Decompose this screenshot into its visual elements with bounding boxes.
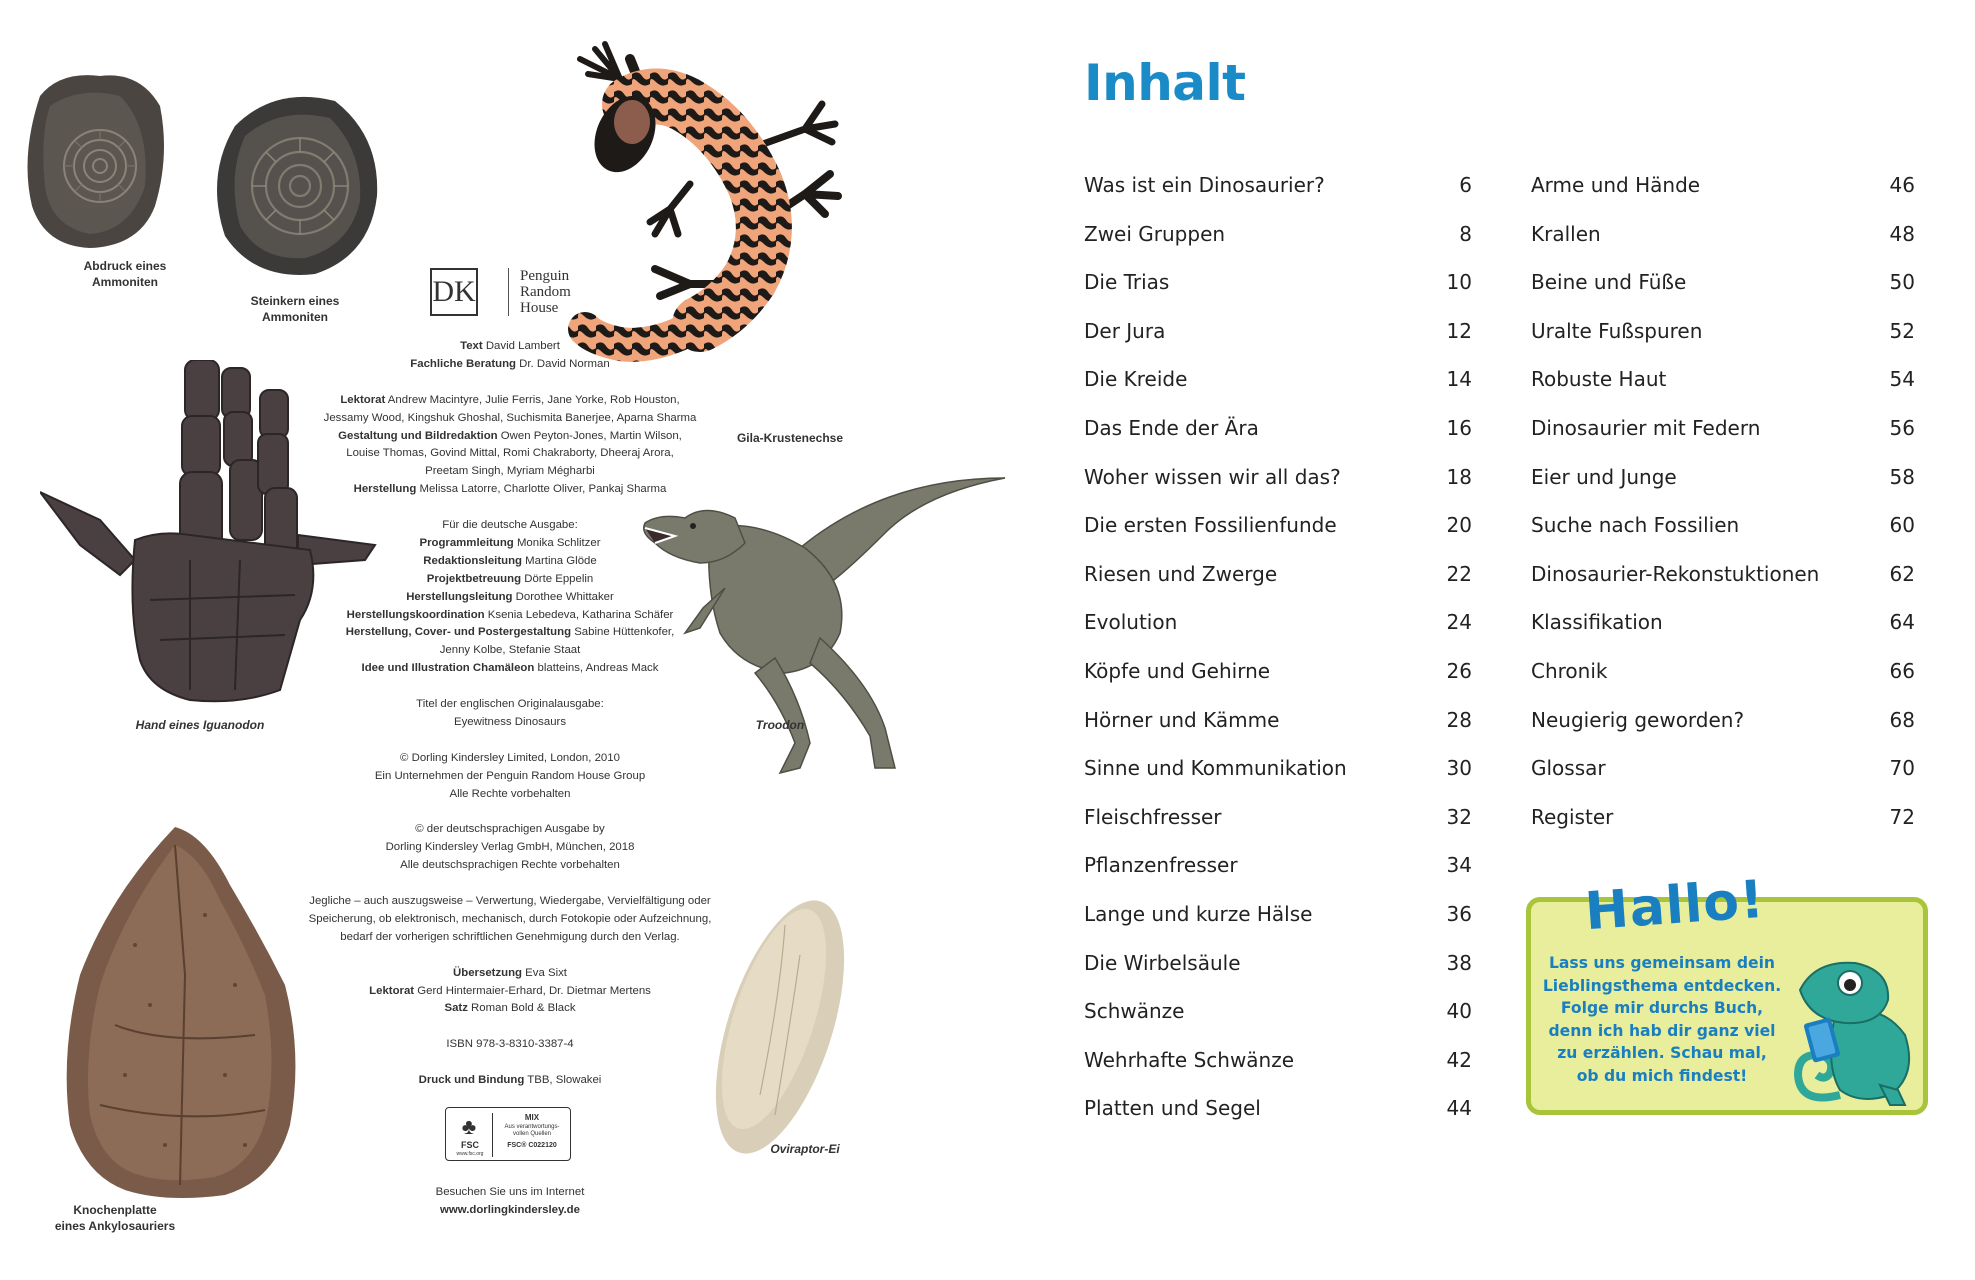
fsc-desc: Aus verantwortungs- vollen Quellen <box>504 1124 560 1137</box>
contents-entry-title: Evolution <box>1084 610 1178 635</box>
imprint-gap <box>280 732 740 750</box>
imprint-line <box>280 750 740 768</box>
contents-entry-page: 36 <box>1446 901 1472 926</box>
hallo-text: Lass uns gemeinsam dein Lieblingsthema entdecken. Folge mir durchs Buch, denn ich hab dir ganz viel zu erzählen. Schau mal, ob du mich findest! <box>1542 954 1782 1085</box>
imprint-names: blatteins, Andreas Mack <box>534 662 659 675</box>
contents-entry-title: Robuste Haut <box>1531 367 1667 392</box>
imprint-line <box>280 338 740 356</box>
ammonite-imprint-image <box>20 66 170 256</box>
contents-entry-page: 30 <box>1446 756 1472 781</box>
contents-entry-page: 40 <box>1446 999 1472 1024</box>
imprint-names: Alle deutschsprachigen Rechte vorbehalten <box>400 859 620 872</box>
imprint-gap <box>280 678 740 696</box>
contents-entry[interactable] <box>1084 267 1472 316</box>
fsc-url: www.fsc.org <box>456 1151 484 1157</box>
imprint-line <box>280 696 740 714</box>
imprint-role: Herstellungsleitung <box>406 590 513 603</box>
contents-entry[interactable] <box>1531 607 1915 656</box>
contents-entry-page: 70 <box>1889 756 1915 781</box>
contents-entry-title: Neugierig geworden? <box>1531 707 1745 732</box>
imprint-role: Redaktionsleitung <box>423 554 522 567</box>
imprint-line <box>280 356 740 374</box>
contents-entry-page: 66 <box>1889 658 1915 683</box>
caption-troodon: Troodon <box>755 718 805 732</box>
imprint-role: Idee und Illustration Chamäleon <box>361 662 535 675</box>
contents-entry-page: 32 <box>1446 804 1472 829</box>
contents-entry[interactable] <box>1531 316 1915 365</box>
contents-entry[interactable] <box>1531 705 1915 754</box>
imprint-role: Übersetzung <box>453 966 523 979</box>
contents-entry-page: 20 <box>1446 513 1472 538</box>
contents-entry-page: 46 <box>1889 173 1915 197</box>
fsc-code: FSC® C022120 <box>507 1142 557 1149</box>
contents-entry-page: 8 <box>1459 221 1472 246</box>
imprint-names: Dorling Kindersley Verlag GmbH, München, 2018 <box>385 841 635 854</box>
contents-entry-page: 50 <box>1889 270 1915 295</box>
imprint-names: Sabine Hüttenkofer, <box>571 626 675 639</box>
contents-entry-title: Dinosaurier mit Federn <box>1531 415 1761 440</box>
imprint-names: Martina Glöde <box>522 554 597 567</box>
contents-entry-title: Pflanzenfresser <box>1084 853 1238 878</box>
contents-entry[interactable] <box>1531 510 1915 559</box>
dk-logo: DK <box>430 268 478 316</box>
contents-column-right <box>1531 170 1915 850</box>
caption-ammonite-cast: Steinkern eines Ammoniten <box>250 294 340 324</box>
imprint-role: Projektbetreuung <box>426 572 522 585</box>
imprint-text <box>280 338 740 1090</box>
imprint-names: Alle Rechte vorbehalten <box>449 787 571 800</box>
logo-divider <box>508 268 509 316</box>
contents-entry-page: 22 <box>1446 561 1472 586</box>
contents-entry[interactable] <box>1531 219 1915 268</box>
imprint-names: Preetam Singh, Myriam Mégharbi <box>425 465 595 478</box>
contents-entry-title: Sinne und Kommunikation <box>1084 756 1347 781</box>
contents-entry-page: 24 <box>1446 610 1472 635</box>
imprint-names: Eyewitness Dinosaurs <box>453 715 567 728</box>
imprint-names: Dr. David Norman <box>516 357 610 370</box>
contents-entry[interactable] <box>1531 802 1915 851</box>
contents-entry-title: Suche nach Fossilien <box>1531 513 1740 538</box>
imprint-names: David Lambert <box>482 340 560 352</box>
imprint-names: Andrew Macintyre, Julie Ferris, Jane Yorke, Rob Houston, <box>385 393 680 406</box>
fsc-logo <box>445 1107 571 1161</box>
contents-entry-title: Glossar <box>1531 756 1606 781</box>
contents-entry-title: Dinosaurier-Rekonstuktionen <box>1531 561 1820 586</box>
contents-entry-page: 72 <box>1889 804 1915 829</box>
imprint-line <box>280 821 740 839</box>
contents-entry-page: 28 <box>1446 707 1472 732</box>
contents-entry-title: Lange und kurze Hälse <box>1084 901 1313 926</box>
contents-entry-page: 58 <box>1889 464 1915 489</box>
contents-entry-page: 68 <box>1889 707 1915 732</box>
contents-entry[interactable] <box>1531 364 1915 413</box>
contents-entry[interactable] <box>1084 607 1472 656</box>
contents-entry-title: Schwänze <box>1084 999 1185 1024</box>
caption-gila-monster: Gila-Krustenechse <box>736 431 844 445</box>
contents-entry[interactable] <box>1084 1045 1472 1094</box>
imprint-line <box>280 535 740 553</box>
imprint-role: Programmleitung <box>419 536 514 549</box>
imprint-line <box>280 983 740 1001</box>
imprint-names: Roman Bold & Black <box>467 1002 576 1015</box>
imprint-names: Jegliche – auch auszugsweise – Verwertung, Wiedergabe, Vervielfältigung oder <box>309 895 711 907</box>
contents-entry[interactable] <box>1084 996 1472 1045</box>
contents-entry-page: 52 <box>1889 318 1915 343</box>
contents-entry-page: 38 <box>1446 950 1472 975</box>
contents-entry[interactable] <box>1531 413 1915 462</box>
contents-entry-page: 18 <box>1446 464 1472 489</box>
contents-entry[interactable] <box>1084 705 1472 754</box>
contents-entry-page: 10 <box>1446 270 1472 295</box>
imprint-role: Text <box>460 340 483 352</box>
contents-entry-page: 60 <box>1889 513 1915 538</box>
imprint-line <box>280 428 740 446</box>
imprint-names: TBB, Slowakei <box>524 1074 602 1087</box>
imprint-gap <box>280 1018 740 1036</box>
imprint-line <box>280 714 740 732</box>
imprint-names: Melissa Latorre, Charlotte Oliver, Pankaj Sharma <box>416 483 667 496</box>
contents-entry-title: Die ersten Fossilienfunde <box>1084 513 1337 538</box>
contents-entry-page: 12 <box>1446 318 1472 343</box>
imprint-names: bedarf der vorherigen schriftlichen Genehmigung durch den Verlag. <box>340 930 680 943</box>
contents-entry[interactable] <box>1531 267 1915 316</box>
imprint-names: Speicherung, ob elektronisch, mechanisch, durch Fotokopie oder Aufzeichnung, <box>308 912 712 925</box>
contents-entry-title: Woher wissen wir all das? <box>1084 464 1341 489</box>
contents-entry-title: Uralte Fußspuren <box>1531 318 1703 343</box>
imprint-line <box>280 481 740 499</box>
contents-entry[interactable] <box>1084 510 1472 559</box>
imprint-names: © Dorling Kindersley Limited, London, 2010 <box>400 751 620 764</box>
imprint-names: Gerd Hintermaier-Erhard, Dr. Dietmar Mertens <box>414 984 651 997</box>
caption-oviraptor-egg: Oviraptor-Ei <box>770 1142 840 1156</box>
contents-entry-title: Das Ende der Ära <box>1084 415 1259 440</box>
ankylosaur-plate-image <box>55 825 305 1200</box>
contents-entry-title: Köpfe und Gehirne <box>1084 658 1271 683</box>
contents-entry-title: Klassifikation <box>1531 610 1663 635</box>
contents-title: Inhalt <box>1084 54 1246 112</box>
caption-ankylosaur-plate: Knochenplatte eines Ankylosauriers <box>54 1203 176 1233</box>
chameleon-image <box>1780 945 1925 1110</box>
imprint-line <box>280 768 740 786</box>
imprint-line <box>280 857 740 875</box>
contents-entry[interactable] <box>1084 656 1472 705</box>
imprint-line <box>280 1000 740 1018</box>
contents-entry-page: 14 <box>1446 367 1472 392</box>
imprint-line <box>280 642 740 660</box>
hallo-title: Hallo! <box>1583 869 1767 943</box>
contents-entry[interactable] <box>1084 850 1472 899</box>
imprint-names: Für die deutsche Ausgabe: <box>442 519 578 532</box>
contents-entry[interactable] <box>1084 364 1472 413</box>
imprint-line <box>280 786 740 804</box>
imprint-gap <box>280 374 740 392</box>
contents-entry-title: Die Wirbelsäule <box>1084 950 1241 975</box>
imprint-names: Monika Schlitzer <box>513 536 601 549</box>
contents-entry-page: 54 <box>1889 367 1915 392</box>
imprint-role: Satz <box>444 1002 468 1015</box>
imprint-names: Owen Peyton-Jones, Martin Wilson, <box>497 429 682 442</box>
contents-entry[interactable] <box>1084 559 1472 608</box>
website-link[interactable]: www.dorlingkindersley.de <box>440 1204 580 1216</box>
contents-entry-title: Fleischfresser <box>1084 804 1222 829</box>
contents-entry-page: 42 <box>1446 1047 1472 1072</box>
imprint-line <box>280 893 740 911</box>
imprint-names: Eva Sixt <box>522 966 567 979</box>
imprint-line <box>280 1036 740 1054</box>
contents-entry-page: 26 <box>1446 658 1472 683</box>
imprint-names: Ksenia Lebedeva, Katharina Schäfer <box>484 608 674 621</box>
imprint-line <box>280 624 740 642</box>
contents-entry[interactable] <box>1084 1093 1472 1142</box>
contents-entry-title: Arme und Hände <box>1531 173 1701 197</box>
imprint-names: Dorothee Whittaker <box>512 590 614 603</box>
contents-entry[interactable] <box>1084 462 1472 511</box>
contents-entry-page: 62 <box>1889 561 1915 586</box>
imprint-gap <box>280 804 740 822</box>
imprint-role: Lektorat <box>340 393 386 406</box>
imprint-role: Fachliche Beratung <box>410 357 516 370</box>
fsc-mix: MIX <box>524 1113 540 1122</box>
contents-entry-title: Platten und Segel <box>1084 1096 1261 1121</box>
fsc-tree-icon: ♣ <box>461 1114 477 1139</box>
imprint-role: Herstellungskoordination <box>346 608 485 621</box>
imprint-gap <box>280 875 740 893</box>
caption-iguanodon-hand: Hand eines Iguanodon <box>135 718 265 732</box>
caption-ammonite-imprint: Abdruck eines Ammoniten <box>83 259 167 289</box>
imprint-line <box>280 392 740 410</box>
imprint-line <box>280 517 740 535</box>
contents-entry-page: 64 <box>1889 610 1915 635</box>
contents-entry[interactable] <box>1084 899 1472 948</box>
imprint-gap <box>280 499 740 517</box>
contents-entry[interactable] <box>1531 170 1915 219</box>
contents-entry-title: Chronik <box>1531 658 1608 683</box>
imprint-role: Herstellung <box>353 483 417 496</box>
imprint-line <box>280 410 740 428</box>
contents-entry-page: 44 <box>1446 1096 1472 1121</box>
imprint-line <box>280 571 740 589</box>
imprint-role: Herstellung, Cover- und Postergestaltung <box>345 626 572 639</box>
imprint-names: Louise Thomas, Govind Mittal, Romi Chakraborty, Dheeraj Arora, <box>346 447 674 460</box>
imprint-line <box>280 445 740 463</box>
imprint-line <box>280 911 740 929</box>
contents-entry-title: Der Jura <box>1084 318 1166 343</box>
imprint-line <box>280 929 740 947</box>
contents-entry[interactable] <box>1084 316 1472 365</box>
imprint-line <box>280 553 740 571</box>
contents-entry-title: Eier und Junge <box>1531 464 1677 489</box>
contents-entry[interactable] <box>1084 219 1472 268</box>
contents-entry-title: Hörner und Kämme <box>1084 707 1280 732</box>
fsc-divider <box>492 1113 493 1157</box>
imprint-line <box>280 839 740 857</box>
imprint-names: Jessamy Wood, Kingshuk Ghoshal, Suchismita Banerjee, Aparna Sharma <box>323 411 697 424</box>
penguin-random-house-logo: Penguin Random House <box>520 268 571 316</box>
contents-entry-page: 34 <box>1446 853 1472 878</box>
imprint-names: Ein Unternehmen der Penguin Random House Group <box>374 769 646 782</box>
imprint-gap <box>280 1054 740 1072</box>
contents-entry-title: Die Kreide <box>1084 367 1188 392</box>
contents-entry[interactable] <box>1531 753 1915 802</box>
imprint-line <box>280 589 740 607</box>
contents-entry-page: 16 <box>1446 415 1472 440</box>
contents-entry-title: Krallen <box>1531 221 1601 246</box>
imprint-line <box>280 660 740 678</box>
contents-entry-page: 6 <box>1459 173 1472 197</box>
imprint-line <box>280 607 740 625</box>
contents-entry-page: 48 <box>1889 221 1915 246</box>
contents-entry[interactable] <box>1084 413 1472 462</box>
contents-entry[interactable] <box>1084 753 1472 802</box>
contents-entry[interactable] <box>1084 802 1472 851</box>
fsc-label: FSC <box>461 1140 479 1150</box>
contents-entry-title: Die Trias <box>1084 270 1170 295</box>
imprint-names: Jenny Kolbe, Stefanie Staat <box>439 644 581 657</box>
imprint-names: Titel der englischen Originalausgabe: <box>416 698 604 711</box>
contents-entry[interactable] <box>1084 170 1472 219</box>
contents-entry[interactable] <box>1084 948 1472 997</box>
ammonite-cast-image <box>205 86 385 286</box>
contents-entry-title: Register <box>1531 804 1614 829</box>
contents-entry-title: Riesen und Zwerge <box>1084 561 1278 586</box>
imprint-names: Dörte Eppelin <box>521 572 594 585</box>
website-info: Besuchen Sie uns im Internet www.dorlingkindersley.de <box>380 1183 640 1219</box>
contents-entry-page: 56 <box>1889 415 1915 440</box>
contents-column-left <box>1084 170 1472 1142</box>
contents-entry-title: Zwei Gruppen <box>1084 221 1226 246</box>
imprint-line <box>280 1072 740 1090</box>
imprint-role: Lektorat <box>369 984 415 997</box>
imprint-role: Druck und Bindung <box>418 1074 525 1087</box>
contents-entry-title: Was ist ein Dinosaurier? <box>1084 173 1325 197</box>
contents-entry[interactable] <box>1531 462 1915 511</box>
imprint-gap <box>280 947 740 965</box>
imprint-names: © der deutschsprachigen Ausgabe by <box>415 823 605 836</box>
imprint-line <box>280 463 740 481</box>
contents-entry[interactable] <box>1531 656 1915 705</box>
imprint-names: ISBN 978-3-8310-3387-4 <box>446 1038 574 1051</box>
imprint-role: Gestaltung und Bildredaktion <box>338 429 498 442</box>
contents-entry[interactable] <box>1531 559 1915 608</box>
contents-entry-title: Beine und Füße <box>1531 270 1687 295</box>
contents-entry-title: Wehrhafte Schwänze <box>1084 1047 1295 1072</box>
imprint-line <box>280 965 740 983</box>
